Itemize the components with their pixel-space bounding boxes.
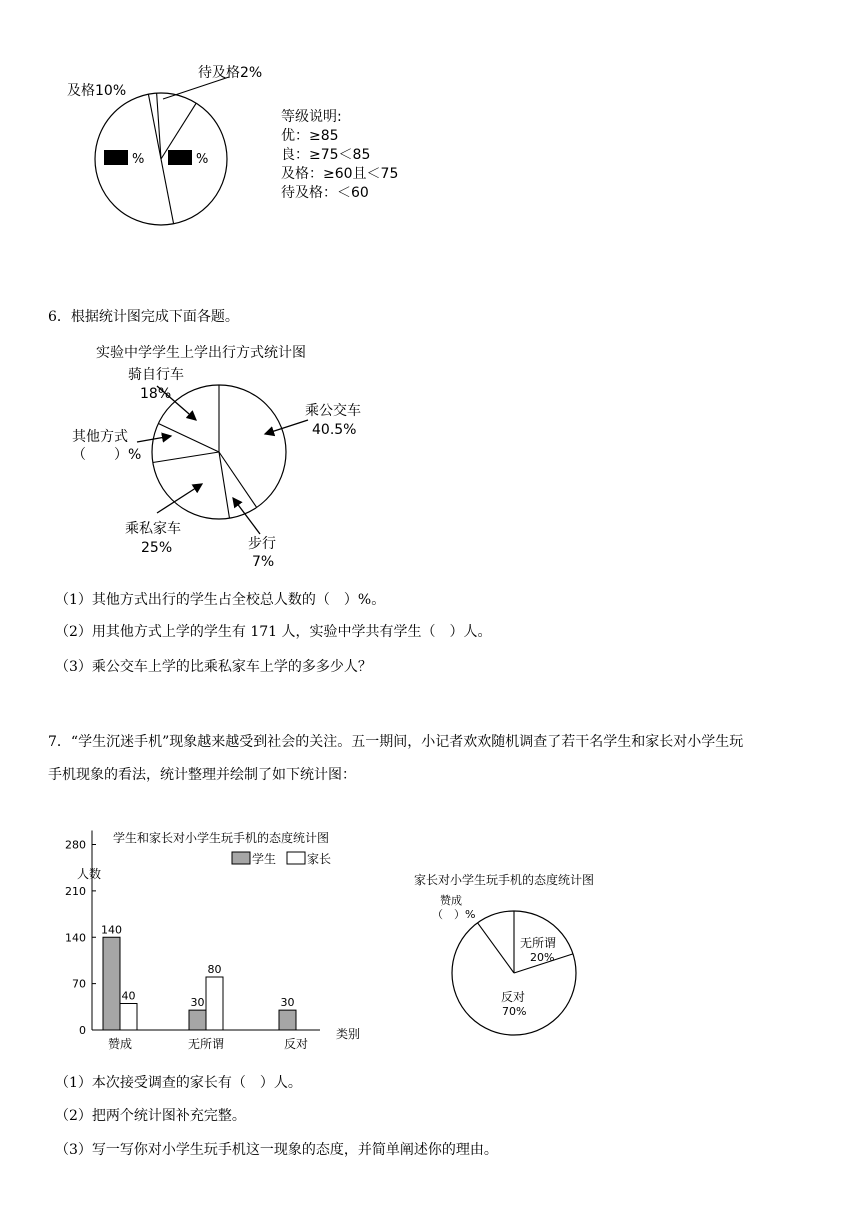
- q7-sub2: （2）把两个统计图补充完整。: [55, 1108, 246, 1124]
- fan-label: 反对: [501, 990, 526, 1004]
- parent-pie-divider: [478, 923, 514, 973]
- wu-label: 无所谓: [520, 936, 557, 950]
- bar-parent: [120, 1004, 137, 1031]
- bus-arrow: [265, 420, 308, 434]
- blank-box-left: [104, 150, 128, 165]
- y-tick-label: 0: [79, 1024, 86, 1037]
- legend-label-parent: 家长: [307, 852, 332, 866]
- y-tick-label: 280: [65, 838, 86, 852]
- q7-stem-line1: 7．“学生沉迷手机”现象越来越受到社会的关注。五一期间，小记者欢欢随机调查了若干名学生和家长对小学生玩: [48, 734, 744, 750]
- y-tick-label: 140: [65, 931, 86, 945]
- bar-student: [279, 1010, 296, 1030]
- grade-legend-line: 优：≥85: [281, 128, 339, 144]
- travel-pie-chart: [152, 385, 286, 519]
- q6-sub1: （1）其他方式出行的学生占全校总人数的（ ）%。: [55, 592, 386, 608]
- bar-value-label: 30: [280, 996, 295, 1010]
- q6-sub3: （3）乘公交车上学的比乘私家车上学的多多少人？: [55, 659, 372, 675]
- bar-student: [103, 937, 120, 1030]
- travel-pie-divider: [219, 452, 257, 507]
- travel-pie-divider: [219, 452, 229, 518]
- attitude-bar-figure: [0, 820, 400, 1060]
- bus-pct: 40.5%: [312, 422, 357, 438]
- bike-pct: 18%: [140, 386, 172, 402]
- legend-label-student: 学生: [252, 852, 277, 866]
- grade-legend: [281, 108, 398, 203]
- grade-legend-title: 等级说明:: [281, 109, 342, 125]
- bar-value-label: 80: [207, 963, 222, 976]
- x-tick-label: 赞成: [107, 1037, 133, 1051]
- bar-value-label: 30: [190, 996, 205, 1010]
- walk-pct: 7%: [252, 554, 275, 570]
- fan-pct: 70%: [502, 1005, 527, 1018]
- bar-parent: [206, 977, 223, 1030]
- daijige-label: 待及格2%: [198, 65, 263, 81]
- other-pct: （ ）%: [72, 447, 142, 463]
- travel-pie-title: 实验中学学生上学出行方式统计图: [96, 345, 306, 361]
- travel-pie-divider: [153, 452, 219, 462]
- travel-pie-figure: [0, 335, 420, 575]
- zan-label: 赞成: [440, 894, 462, 907]
- y-tick-label: 210: [65, 884, 86, 898]
- blank-box-right: [168, 150, 192, 165]
- car-pct: 25%: [141, 540, 173, 556]
- grade-legend-line: 待及格：＜60: [281, 185, 369, 201]
- y-tick-label: 70: [72, 977, 86, 991]
- q7-sub1: （1）本次接受调查的家长有（ ）人。: [55, 1075, 302, 1091]
- grade-legend-line: 良：≥75＜85: [281, 147, 371, 163]
- x-axis-label: 类别: [336, 1027, 361, 1041]
- other-label: 其他方式: [72, 429, 128, 445]
- car-arrow: [157, 484, 202, 513]
- travel-pie-divider: [158, 423, 219, 452]
- wu-pct: 20%: [530, 951, 555, 964]
- bike-label: 骑自行车: [128, 367, 184, 383]
- parent-pie-figure: [400, 860, 630, 1050]
- parent-pie-title: 家长对小学生玩手机的态度统计图: [414, 873, 595, 887]
- y-axis-label: 人数: [77, 867, 102, 881]
- bus-label: 乘公交车: [305, 403, 361, 419]
- bar-student: [189, 1010, 206, 1030]
- bar-value-label: 40: [121, 989, 136, 1003]
- right-pct-label: %: [196, 152, 209, 167]
- bar-chart-title: 学生和家长对小学生玩手机的态度统计图: [113, 831, 330, 845]
- car-label: 乘私家车: [125, 521, 181, 537]
- walk-label: 步行: [248, 536, 276, 552]
- q7-sub3: （3）写一写你对小学生玩手机这一现象的态度，并简单阐述你的理由。: [55, 1142, 498, 1158]
- grade-legend-line: 及格：≥60且＜75: [281, 166, 399, 182]
- legend-swatch-student: [232, 852, 250, 864]
- bar-value-label: 140: [101, 923, 122, 937]
- q7-stem-line2: 手机现象的看法，统计整理并绘制了如下统计图：: [48, 767, 356, 783]
- jige-label: 及格10%: [67, 83, 127, 99]
- zan-pct: （ ）%: [432, 908, 476, 921]
- x-tick-label: 反对: [283, 1037, 309, 1051]
- grade-pie-divider: [161, 159, 174, 224]
- x-tick-label: 无所谓: [187, 1037, 225, 1051]
- left-pct-label: %: [132, 152, 145, 167]
- q6-sub2: （2）用其他方式上学的学生有 171 人，实验中学共有学生（ ）人。: [55, 624, 492, 640]
- bar-chart-plot: [65, 831, 320, 1052]
- legend-swatch-parent: [287, 852, 305, 864]
- q6-stem: 6．根据统计图完成下面各题。: [48, 309, 239, 325]
